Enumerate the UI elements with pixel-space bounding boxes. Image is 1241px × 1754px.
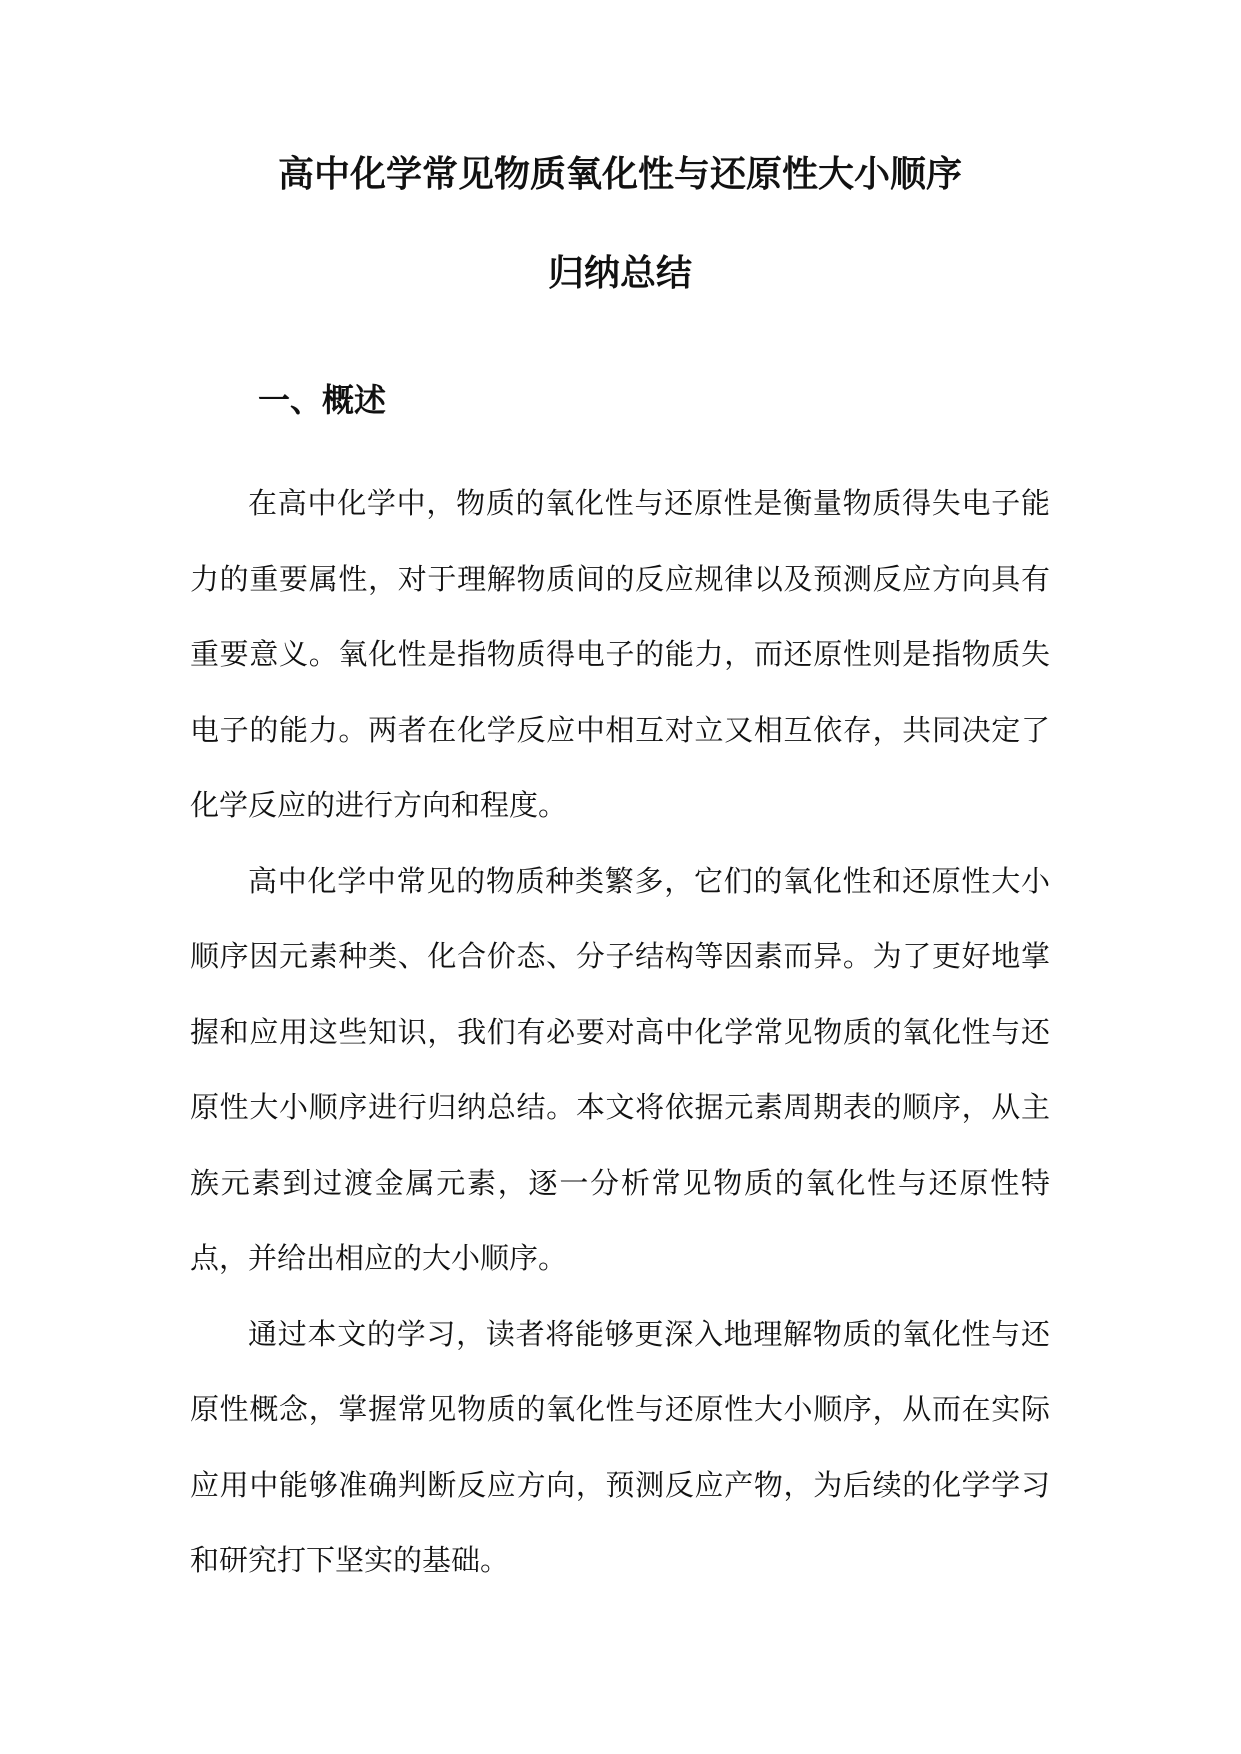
section-body — [190, 466, 1050, 1599]
section-heading-overview: 一、概述 — [258, 381, 387, 419]
document-title-line-2: 归纳总结 — [547, 252, 692, 294]
document-title-line-1: 高中化学常见物质氧化性与还原性大小顺序 — [277, 153, 962, 195]
paragraph-2: 高中化学中常见的物质种类繁多，它们的氧化性和还原性大小顺序因元素种类、化合价态、分子结构等因素而异。为了更好地掌握和应用这些知识，我们有必要对高中化学常见物质的氧化性与还原性大小顺序进行归纳总结。本文将依据元素周期表的顺序，从主族元素到过渡金属元素，逐一分析常见物质的氧化性与还原性特点，并给出相应的大小顺序。 — [190, 863, 1050, 1275]
paragraph-3: 通过本文的学习，读者将能够更深入地理解物质的氧化性与还原性概念，掌握常见物质的氧化性与还原性大小顺序，从而在实际应用中能够准确判断反应方向，预测反应产物，为后续的化学学习和研究打下坚实的基础。 — [190, 1316, 1050, 1577]
paragraph-1: 在高中化学中，物质的氧化性与还原性是衡量物质得失电子能力的重要属性，对于理解物质间的反应规律以及预测反应方向具有重要意义。氧化性是指物质得电子的能力，而还原性则是指物质失电子的能力。两者在化学反应中相互对立又相互依存，共同决定了化学反应的进行方向和程度。 — [190, 486, 1050, 822]
